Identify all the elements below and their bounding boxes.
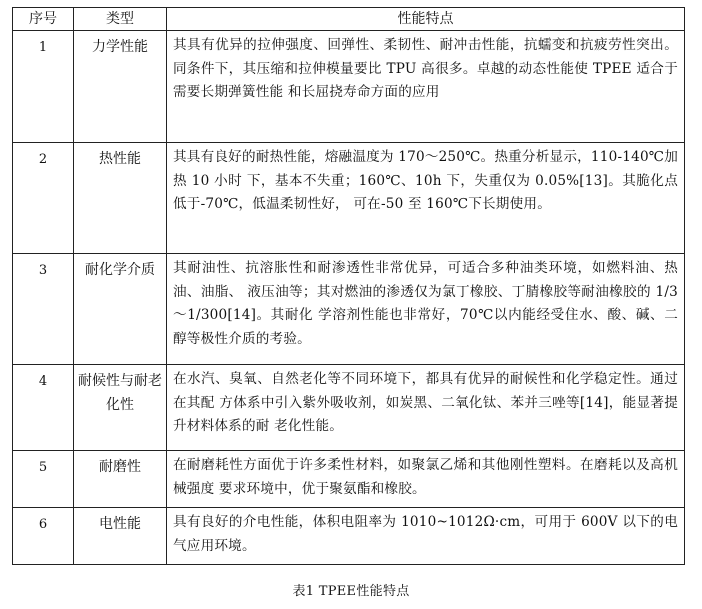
cell-type: 热性能 xyxy=(74,143,167,254)
cell-desc: 其具有良好的耐热性能，熔融温度为 170～250℃。热重分析显示，110-140℃加热 10 小时 下，基本不失重；160℃、10h 下，失重仅为 0.05%[13]。其脆化点低于-70℃，低温柔韧性好， 可在-50 至 160℃下长期使用。 xyxy=(167,143,685,254)
cell-type: 耐磨性 xyxy=(74,451,167,508)
table-row xyxy=(13,365,685,451)
table-caption: 表1 TPEE性能特点 xyxy=(292,584,410,599)
header-no: 序号 xyxy=(13,8,74,31)
header-type: 类型 xyxy=(74,8,167,31)
cell-desc: 具有良好的介电性能，体积电阻率为 1010~1012Ω·cm，可用于 600V 以下的电气应用环境。 xyxy=(167,508,685,565)
cell-type: 耐化学介质 xyxy=(74,254,167,365)
cell-type: 耐候性与耐老化性 xyxy=(74,365,167,451)
cell-type: 电性能 xyxy=(74,508,167,565)
cell-no: 1 xyxy=(13,31,74,143)
cell-desc: 其具有优异的拉伸强度、回弹性、柔韧性、耐冲击性能，抗蠕变和抗疲劳性突出。同条件下，其压缩和拉伸模量要比 TPU 高很多。卓越的动态性能使 TPEE 适合于需要长期弹簧性能 和长屈挠寿命方面的应用 xyxy=(167,31,685,143)
cell-desc: 在水汽、臭氧、自然老化等不同环境下，都具有优异的耐候性和化学稳定性。通过在其配 方体系中引入紫外吸收剂，如炭黑、二氧化钛、苯并三唑等[14]，能显著提升材料体系的耐 老化性能。 xyxy=(167,365,685,451)
cell-no: 2 xyxy=(13,143,74,254)
header-desc: 性能特点 xyxy=(167,8,685,31)
cell-type: 力学性能 xyxy=(74,31,167,143)
cell-no: 4 xyxy=(13,365,74,451)
table-row xyxy=(13,143,685,254)
cell-no: 5 xyxy=(13,451,74,508)
table-header-row xyxy=(13,8,685,31)
cell-desc: 在耐磨耗性方面优于许多柔性材料，如聚氯乙烯和其他刚性塑料。在磨耗以及高机械强度 要求环境中，优于聚氨酯和橡胶。 xyxy=(167,451,685,508)
cell-no: 3 xyxy=(13,254,74,365)
cell-no: 6 xyxy=(13,508,74,565)
table-row xyxy=(13,451,685,508)
cell-desc: 其耐油性、抗溶胀性和耐渗透性非常优异，可适合多种油类环境，如燃料油、热油、油脂、 液压油等；其对燃油的渗透仅为氯丁橡胶、丁腈橡胶等耐油橡胶的 1/3～1/300[14]。其耐化 学溶剂性能也非常好，70℃以内能经受住水、酸、碱、二醇等极性介质的考验。 xyxy=(167,254,685,365)
table-row xyxy=(13,31,685,143)
table-row xyxy=(13,508,685,565)
properties-table xyxy=(12,7,685,565)
table-row xyxy=(13,254,685,365)
